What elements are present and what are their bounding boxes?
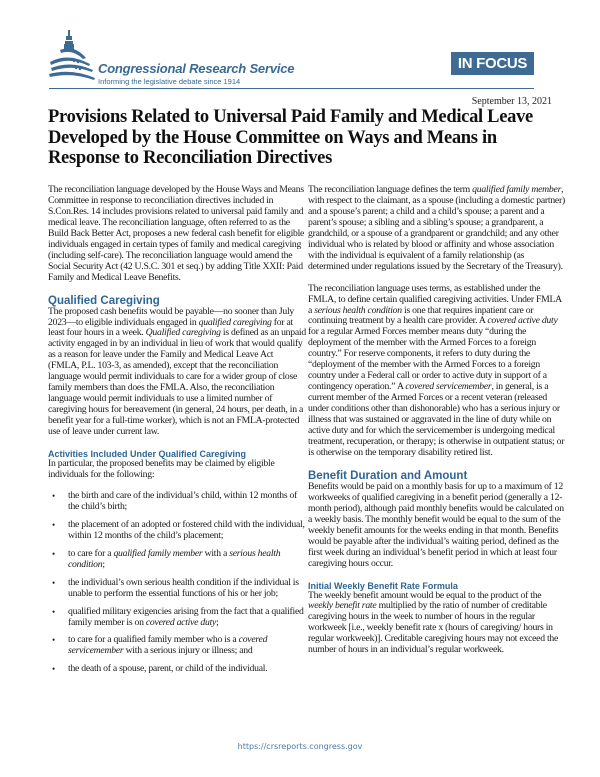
activities-intro: In particular, the proposed benefits may be claimed by eligible individuals for the following: xyxy=(48,458,275,480)
section-heading-qualified-caregiving: Qualified Caregiving xyxy=(48,294,160,307)
subsection-heading-weekly-rate: Initial Weekly Benefit Rate Formula xyxy=(308,580,458,591)
list-item: • to care for a qualified family member who is a covered servicemember with a serious injury or illness; and xyxy=(48,635,306,657)
document-title: Provisions Related to Universal Paid Family and Medical Leave Developed by the House Committee on Ways and Means in Response to Reconciliation Directives xyxy=(48,107,533,168)
left-column xyxy=(48,185,306,682)
in-focus-badge: IN FOCUS xyxy=(451,52,534,75)
brand-name: Congressional Research Service xyxy=(98,61,295,76)
header-divider xyxy=(49,88,534,89)
list-item: • the placement of an adopted or fostered child with the individual, within 12 months of the child’s placement; xyxy=(48,520,306,542)
benefit-duration-paragraph: Benefits would be paid on a monthly basis for up to a maximum of 12 workweeks of qualified caregiving in a benefit period (generally a 12-month period), although paid monthly benefits would be calculated on a weekly basis. The monthly benefit would be equal to the sum of the weekly benefit amounts for the weeks ending in that month. Benefits would be payable after the individual’s waiting period, defined as the first week during an individual’s benefit period in which at least four caregiving hours occur. xyxy=(308,480,564,569)
weekly-rate-paragraph: The weekly benefit amount would be equal to the product of the weekly benefit rate multiplied by the ratio of number of creditable caregiving hours in the week to number of hours in the regular workweek [i.e., weekly benefit rate x (hours of caregiving/ hours in regular workweek)]. Creditable caregiving hours may not exceed the number of hours in an individual’s regular workweek. xyxy=(308,589,559,656)
qualified-caregiving-paragraph: The proposed cash benefits would be payable—no sooner than July 2023—to eligible individuals engaged in qualified caregiving for at least four hours in a week. Qualified caregiving is defined as an unpaid activity engaged in by an individual in lieu of work that would qualify as a reason for leave under the Family and Medical Leave Act (FMLA, P.L. 103-3, as amended), except that the reconciliation language would permit individuals to care for a wider group of close family members than does the FMLA. Also, the reconciliation language would permit individuals to use a limited number of caregiving hours for bereavement (in general, 24 hours, per death, in a benefit year for a full-time worker), which is not an FMLA-protected use of leave under current law. xyxy=(48,305,306,438)
header xyxy=(48,24,474,90)
right-column xyxy=(308,185,566,656)
capitol-dome-icon xyxy=(48,28,98,84)
subsection-heading-activities: Activities Included Under Qualified Caregiving xyxy=(48,449,247,460)
footer-url[interactable]: https://crsreports.congress.gov xyxy=(237,742,363,751)
list-item: • qualified military exigencies arising from the fact that a qualified family member is on covered active duty; xyxy=(48,607,306,629)
list-item: • to care for a qualified family member with a serious health condition; xyxy=(48,549,306,571)
brand-tagline: Informing the legislative debate since 1914 xyxy=(98,77,241,86)
publication-date: September 13, 2021 xyxy=(471,96,552,107)
intro-paragraph: The reconciliation language developed by the House Ways and Means Committee in response to reconciliation directives included in S.Con.Res. 14 includes provisions related to universal paid family and medical leave. The reconciliation language, often referred to as the Build Back Better Act, proposes a new federal cash benefit for eligible individuals engaged in certain types of family and medical caregiving (including self-care). The reconciliation language would amend the Social Security Act (42 U.S.C. 301 et seq.) by adding Title XXII: Paid Family and Medical Leave Benefits. xyxy=(48,184,305,283)
fmla-terms-paragraph: The reconciliation language uses terms, as established under the FMLA, to define certain qualified caregiving activities. Under FMLA a serious health condition is one that requires inpatient care or continuing treatment by a health care provider. A covered active duty for a regular Armed Forces member means duty “during the deployment of the member with the Armed Forces to a foreign country.” For reserve components, it refers to duty during the “deployment of the member with the Armed Forces to a foreign country under a Federal call or order to active duty in support of a contingency operation.” A covered servicemember, in general, is a current member of the Armed Forces or a recent veteran (released under conditions other than dishonorable) who has a serious injury or illness that was sustained or aggravated in the line of duty while on active duty and for which the servicemember is undergoing medical treatment, recuperation, or therapy; is otherwise in outpatient status; or is otherwise on the temporary disability retired list. xyxy=(308,282,565,458)
activities-list xyxy=(48,491,306,675)
brand xyxy=(98,62,294,87)
list-item: • the death of a spouse, parent, or child of the individual. xyxy=(48,664,306,675)
list-item: • the birth and care of the individual’s child, within 12 months of the child’s birth; xyxy=(48,491,306,513)
section-heading-benefit-duration: Benefit Duration and Amount xyxy=(308,469,468,482)
family-member-definition: The reconciliation language defines the term qualified family member, with respect to the claimant, as a spouse (including a domestic partner) and a spouse’s parent; a child and a child’s spouse; a parent and a parent’s spouse; a sibling and a sibling’s spouse; a grandparent, a grandchild, or a spouse of a grandparent or grandchild; and any other individual who is related by blood or affinity and whose association with the individual is equivalent of a family relationship (as determined under regulations issued by the Secretary of the Treasury). xyxy=(308,184,565,272)
list-item: • the individual’s own serious health condition if the individual is unable to perform the essential functions of his or her job; xyxy=(48,578,306,600)
